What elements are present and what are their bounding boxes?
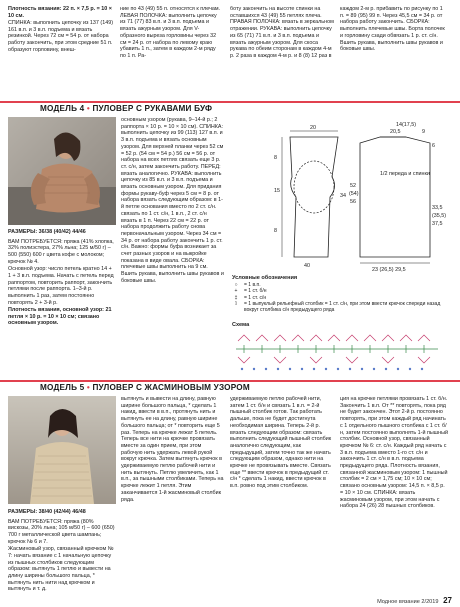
model-5-materials: ВАМ ПОТРЕБУЕТСЯ: пряжа (80% вискозы, 20% льна; 105 м/50 г) – 600 (650) 700 г металлической цвета шампань; крючок № 6 и 7.	[8, 518, 115, 545]
top-text-col-4	[340, 6, 448, 94]
chart-label-34: 34	[340, 193, 346, 199]
sc-symbol-icon: +	[234, 288, 238, 295]
model-5-text-col-4	[340, 396, 448, 586]
model-4-materials: ВАМ ПОТРЕБУЕТСЯ: пряжа (41% хлопка, 32% полиэстера, 27% льна; 125 м/50 г) – 500 (550) 600 г цвета кофе с молоком; крючок № 4.	[8, 238, 114, 265]
page-footer	[377, 596, 452, 605]
stitch-row-blue	[241, 368, 423, 370]
model-4-stitch-diagram	[232, 331, 446, 375]
model-4-sizes: РАЗМЕРЫ: 36/38 (40/42) 44/46	[8, 229, 86, 235]
model-4-pattern: Основной узор: число петель кратно 14 + 1 + 3 в.п. подъема. Начать с петель перед раппортом, повторить раппорт, закончить петлями после раппорта. 1–3-й р. выполнить 1 раз, затем постоянно повторять 2 + 3-й р.	[8, 266, 114, 306]
model-4-schematic-svg	[230, 117, 452, 277]
model-4-bullet: •	[86, 104, 93, 113]
model-4-photo-illustration	[8, 117, 116, 225]
model-4-subtitle: ПУЛОВЕР С РУКАВАМИ БУФ	[92, 104, 213, 113]
chart-label-37-5: 37,5	[432, 221, 443, 227]
model-5-instructions-a: вытянуть и вывести на длину, равную ширине большого пальца, * сделать 1 накид, ввести в в.п., протянуть нить и вытянуть ее на длину, равную ширине большого пальца; от * повторить еще 5 раз. Теперь на крючке лежат 5 петель. Теперь все нити на крючке провязать вместе за один прием, при этом рабочую нить удержать левой рукой вокруг крючка. Затем вытянуть крючок в удерживаемую петлю рабочей нити и нить вытянуть. Петлю увеличить, как 1 в.п., за пышными столбиками. Теперь на крючке лежит 1 петля. Этим заканчивается 1-й жасминовый столбик ряда.	[121, 396, 224, 503]
model-4-header	[0, 101, 460, 113]
top-text-col-3	[230, 6, 334, 94]
stitch-row-green	[236, 345, 438, 353]
top-text-col-2	[120, 6, 223, 94]
top-text-col-1	[8, 6, 113, 94]
model-4-text-col-1	[8, 229, 116, 379]
model-5-text-col-3	[230, 396, 334, 597]
legend-relief-text: = 1 выпуклый рельефный столбик = 1 ст. с/н, при этом ввести крючок спереди назад вокруг столбика с/н предыдущего ряда	[244, 300, 441, 314]
model-5-text-col-1	[8, 509, 116, 597]
chart-label-35-5: (35,5)	[432, 213, 447, 219]
model-5-photo-illustration	[8, 396, 116, 504]
model-5-title	[40, 383, 250, 392]
top-right-front-sleeves: боту закончить на высоте спинки на оставшихся 43 (49) 55 петлях плеча. ПРАВАЯ ПОЛОЧКА: вязать в зеркальном отражении. РУКАВА: выполнить цепочку из 65 (71) 71 в.п. и 3 в.п. подъема и вязать ажурным узором. Для скоса рукава по обеим сторонам в каждом 4-м р. 2 раза в каждом 4-м р. и 8 (8) 12 раз в	[230, 6, 334, 59]
body-outline	[360, 137, 430, 257]
model-5-instructions-c: ция на крючке петлями провязать 1 ст. б/н. Закончить 1 в.п. От ** повторять, пока ряд не будет закончен. Этот 2-й р. постоянно повторять, при этом каждый ряд начинать с 1 отдельного пышного столбика с 1 ст. б/н, затем постоянно выполнять 1-й пышный столбик. Основной узор, связанный крючком № 6: ст. с/н. Каждый ряд начать с 3 в.п. подъема вместо 1-го ст. с/н и закончить 1 ст. с/н в в.п. подъема предыдущего ряда. Плотность вязания, связанной жасминовым узором: 1 пышный столбик = 2 см × 1,75 см; 10 × 10 см; связано основным узором: 14,5 п. × 8,5 р. = 10 × 10 см. СПИНКА: вязать жасминовым узором, при этом начать с набора 24 (26) 28 пышных столбиков.	[340, 396, 448, 510]
model-4-legend	[232, 275, 442, 319]
model-5-sizes: РАЗМЕРЫ: 38/40 (42/44) 46/48	[8, 509, 86, 515]
top-back: СПИНКА: выполнить цепочку из 137 (149) 161 в.п. и 3 в.п. подъема и вязать резинкой. Через 72 см = 54 р. от набора работу закончить, при этом средние 51 п. образуют горловину, внеш-	[8, 20, 113, 53]
sleeve-outline	[290, 137, 338, 257]
chain-symbol-icon: ○	[234, 282, 238, 289]
top-left-front: ние по 43 (49) 55 п. относятся к плечам. ЛЕВАЯ ПОЛОЧКА: выполнить цепочку из 71 (77) 83 в.п. и 3 в.п. подъема и вязать ажурным узором. Для V-образного выреза горловины через 32 см = 24 р. от набора по левому краю убавить 1 п., затем в каждом 2-м ряду по 1 п. Ра-	[120, 6, 221, 59]
stitch-diagram-svg	[232, 331, 446, 375]
top-assembly: каждом 2-м р. прибавить по рисунку по 1 п. = 89 (95) 99 п. Через 45,5 см = 34 р. от набора работу закончить. СБОРКА: выполнить плечевые швы. Борта полочек и горловину сзади обвязать 1 р. ст. с/н. Вшить рукава, выполнить швы рукавов и боковые швы.	[340, 6, 445, 53]
chart-label-half: 1/2 переда и спинки	[380, 171, 430, 177]
chart-label-56: 56	[350, 199, 356, 205]
model-5-text-col-2	[121, 396, 224, 597]
dc-symbol-icon: ‡	[234, 294, 238, 301]
model-5-pattern: Жасминовый узор, связанный крючком № 7: начать вязание с 1 начальную цепочку из пышных столбиков следующим образом: вытянуть 1 петлю и вывести на длину ширины большого пальца, * вытянуть нить нити над крючком и вытянуть и т. д.	[8, 546, 114, 593]
legend-dc-text: = 1 ст. с/н	[244, 294, 267, 301]
model-5-subtitle: ПУЛОВЕР С ЖАСМИНОВЫМ УЗОРОМ	[92, 383, 250, 392]
model-5-instructions-b: удерживаемую петлю рабочей нити, затем 1 ст. б/н и связать 1 в.п. = 2-й пышный столбик готов. Так работать дальше, пока не будет достигнута необходимая ширина. Теперь 2-й р. вязать следующим образом: связать выполнить следующий пышный столбик аналогично следующим, как предыдущий, затем точно так же начать следующим образом, однако нити на крючке не провязывать вместе. Связать еще ** ввести крючок в предыдущий ст. с/н * сделать 1 накид, ввести крючок в в.п. ровно под этим столбиком.	[230, 396, 332, 490]
chart-label-6: 6	[432, 143, 435, 149]
legend-row-relief	[232, 301, 442, 313]
page-number: 27	[443, 596, 452, 605]
model-4-schematic	[230, 117, 452, 277]
chart-label-40: 40	[304, 263, 310, 269]
relief-symbol-icon: ʇ	[235, 300, 237, 307]
legend-sc-text: = 1 ст. б/н	[244, 288, 267, 295]
model-4-scheme-title	[232, 322, 292, 330]
model-4-instructions: основным узором (рукава, 9–14-й р.; 2 раппорта × 10 р. = 10 × 10 см). СПИНКА: выполнить цепочку из 99 (113) 127 в.п. и 3 в.п. подъема и вязать основным узором. Для верхней планки через 52 см = 52 р. (54 см = 54 р.) 56 см = 56 р. от набора на всех петлях связать еще 3 р. ст. с/н, затем закончить работу. ПЕРЕД: вязать аналогично. РУКАВА: выполнить цепочку из 85 в.п. и 3 в.п. подъема и вязать основным узором. Для придания формы рукаву-буф через 5 см = 8 р. от набора вязать следующим образом: в 1-й петле основания вместо по 2 ст. с/н. связать по 1 ст. с/н, 1 в.п., 2 ст. с/н вязать в 1 п. Через 22 см = 22 р. от набора продолжить работу снова первоначальным узором. Через 34 см = 34 р. от набора работу закончить 1 р. ст. с/н. Важно: формы буфа возникает за счет разных узоров и на выкройке показана в виде овала. СБОРКА: плечевые швы выполнить на 9 см. Вшить рукава, выполнить швы рукавов и боковые швы.	[121, 117, 224, 284]
model-5-photo	[8, 396, 116, 504]
chart-label-20-5: 20,5	[390, 129, 401, 135]
model-5-header	[0, 380, 460, 392]
legend-title: Условные обозначения	[232, 275, 298, 281]
model-4-title	[40, 104, 212, 113]
legend-chain-text: = 1 в.п.	[244, 282, 261, 289]
chart-label-33-5: 33,5	[432, 205, 443, 211]
chart-label-15: 15	[274, 188, 280, 194]
model-4-density: Плотность вязания, основной узор: 21 петля × 10 р. = 10 × 10 см; связано основным узором.	[8, 306, 112, 327]
sleeve-puff-oval	[294, 161, 334, 213]
chart-label-bottom: 23 (26,5) 29,5	[372, 267, 406, 273]
chart-label-8b: 8	[274, 228, 277, 234]
chart-label-9: 9	[422, 129, 425, 135]
chart-label-8a: 8	[274, 155, 277, 161]
model-4-number: МОДЕЛЬ 4	[40, 104, 85, 113]
model-4-photo	[8, 117, 116, 225]
model-5-bullet: •	[86, 383, 93, 392]
scheme-title: Схема	[232, 322, 250, 328]
chart-label-54: (54)	[349, 191, 359, 197]
model-4-text-col-2	[121, 117, 224, 379]
footer-magazine: Модное вязание 2/2019	[377, 599, 439, 605]
model-5-number: МОДЕЛЬ 5	[40, 383, 85, 392]
top-density: Плотность вязания: 22 п. × 7,5 р. = 10 × 10 см.	[8, 6, 112, 19]
chart-label-52: 52	[350, 183, 356, 189]
chart-label-20: 20	[310, 125, 316, 131]
chart-label-14: 14(17,5)	[396, 122, 417, 128]
